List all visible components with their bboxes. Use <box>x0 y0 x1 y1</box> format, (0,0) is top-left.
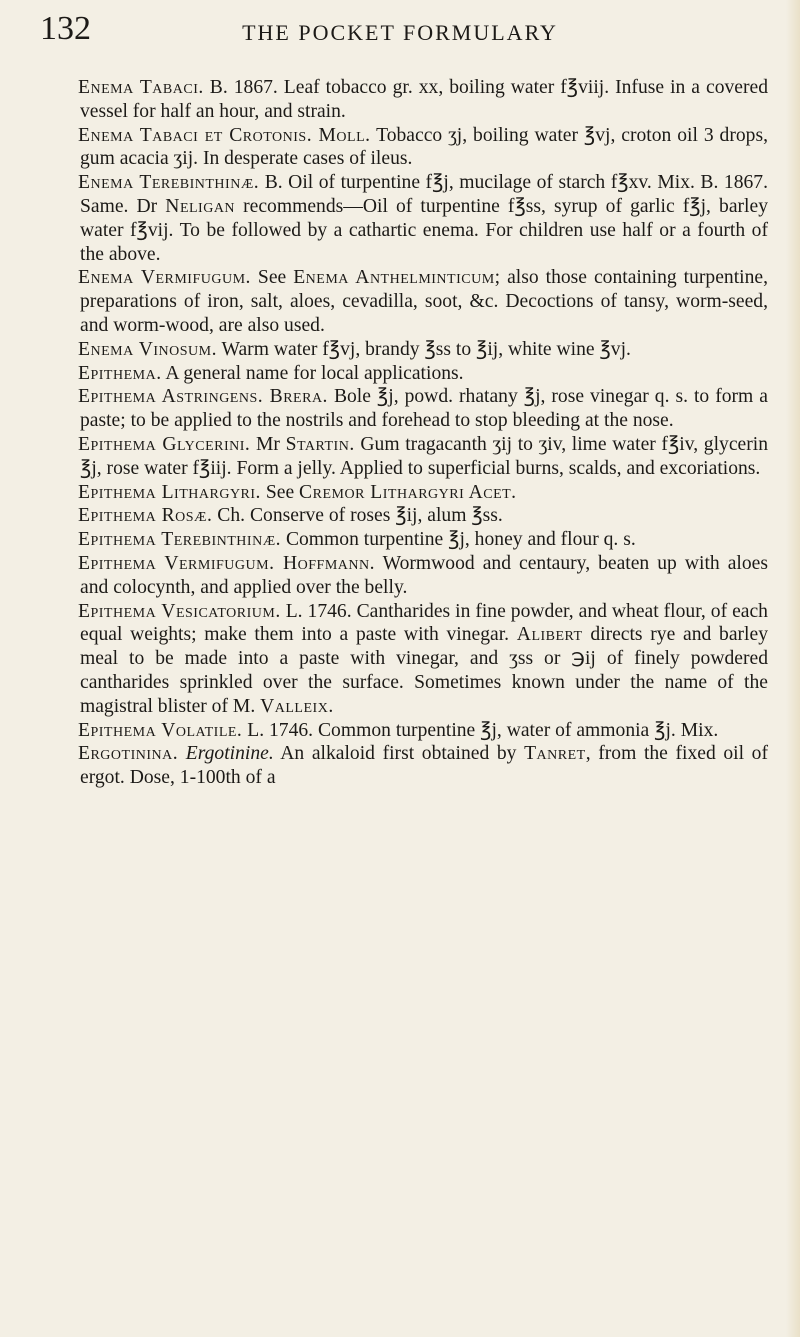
entry-enema-tabaci <box>80 76 768 124</box>
entry-heading: Epithema. <box>78 362 162 384</box>
entry-text: See <box>250 267 294 289</box>
entry-text: , from the fixed oil of ergot. Dose, 1-100th of a <box>80 743 768 789</box>
entry-ergotinina <box>80 742 768 790</box>
entry-heading: Epithema Rosæ. <box>78 505 213 527</box>
entry-text: L. 1746. Cantharides in fine powder, and wheat flour, of each equal weights; make them into a paste with vinegar. <box>80 600 768 646</box>
entry-authority: Hoffmann. <box>274 552 375 574</box>
entry-text: A general name for local applications. <box>161 362 464 384</box>
page-edge <box>786 0 800 1337</box>
entry-authority: Startin. <box>285 433 355 455</box>
entry-epithema-volatile <box>80 719 768 743</box>
entry-text: Bole ℥j, powd. rhatany ℥j, rose vinegar q. s. to form a paste; to be applied to the nostrils and forehead to stop bleeding at the nose. <box>80 386 768 432</box>
formulary-entries <box>80 76 768 790</box>
entry-epithema-glycerini <box>80 433 768 481</box>
entry-text: Tobacco ʒj, boiling water ℥vj, croton oil 3 drops, gum acacia ʒij. In desperate cases of ileus. <box>80 124 768 170</box>
running-title: THE POCKET FORMULARY <box>242 20 558 45</box>
entry-authority: Neligan <box>165 195 236 217</box>
entry-text: See <box>260 481 300 503</box>
entry-text: Mr <box>250 433 286 455</box>
entry-epithema <box>80 362 768 386</box>
entry-cross-reference: Cremor Lithargyri Acet. <box>299 481 517 503</box>
entry-enema-terebinthinae <box>80 171 768 266</box>
entry-text: ; also those containing turpentine, preparations of iron, salt, aloes, cevadilla, soot, &c. Decoctions of tansy, worm-seed, and worm-wood, are also used. <box>80 267 768 336</box>
entry-epithema-terebinthinae <box>80 528 768 552</box>
entry-enema-vermifugum <box>80 266 768 337</box>
entry-heading: Epithema Volatile. <box>78 719 243 741</box>
entry-heading: Enema Vinosum. <box>78 338 218 360</box>
entry-authority: Tanret <box>524 743 586 765</box>
entry-heading: Epithema Terebinthinæ. <box>78 529 282 551</box>
entry-text: B. 1867. Leaf tobacco gr. xx, boiling water f℥viij. Infuse in a covered vessel for half an hour, and strain. <box>80 77 768 122</box>
entry-text: recommends—Oil of turpentine f℥ss, syrup of garlic f℥j, barley water f℥vij. To be followed by a cathartic enema. For children use half or a fourth of the above. <box>80 195 768 265</box>
entry-text: An alkaloid first obtained by <box>273 743 525 765</box>
entry-heading: Ergotinina. <box>78 743 179 765</box>
entry-heading: Epithema Vermifugum. <box>78 552 275 574</box>
entry-enema-tabaci-crotonis <box>80 124 768 172</box>
entry-epithema-vermifugum <box>80 552 768 600</box>
entry-text: Common turpentine ℥j, honey and flour q. s. <box>281 529 636 551</box>
entry-text: Gum tragacanth ʒij to ʒiv, lime water f℥iv, glycerin ℥j, rose water f℥iij. Form a jelly. Applied to superficial burns, scalds, and excoriations. <box>80 433 768 479</box>
entry-epithema-astringens <box>80 385 768 433</box>
entry-heading: Enema Terebinthinæ. <box>78 172 260 194</box>
entry-text: B. Oil of turpentine f℥j, mucilage of starch f℥xv. Mix. B. 1867. Same. Dr <box>80 172 768 217</box>
entry-enema-vinosum <box>80 338 768 362</box>
entry-epithema-lithargyri <box>80 481 768 505</box>
entry-heading: Enema Tabaci. <box>78 77 204 98</box>
entry-authority: Moll. <box>312 124 371 146</box>
entry-epithema-vesicatorium <box>80 600 768 719</box>
page-number: 132 <box>40 10 91 47</box>
entry-heading: Epithema Lithargyri. <box>78 481 261 503</box>
entry-text: directs rye and barley meal to be made into a paste with vinegar, and ʒss or ℈ij of finely powdered cantharides sprinkled over the surface. Sometimes known under the name of the magistral blister of M. <box>80 624 768 717</box>
entry-authority: Alibert <box>516 624 583 646</box>
entry-text: L. 1746. Common turpentine ℥j, water of ammonia ℥j. Mix. <box>242 719 719 741</box>
entry-synonym: Ergotinine. <box>178 743 274 765</box>
entry-authority: Brera. <box>263 386 328 408</box>
entry-text: Wormwood and centaury, beaten up with aloes and colocynth, and applied over the belly. <box>80 552 768 598</box>
entry-heading: Enema Tabaci et Crotonis. <box>78 124 313 146</box>
entry-heading: Epithema Glycerini. <box>78 433 251 455</box>
entry-heading: Epithema Astringens. <box>78 386 264 408</box>
entry-heading: Epithema Vesicatorium. <box>78 600 281 622</box>
entry-epithema-rosae <box>80 504 768 528</box>
entry-heading: Enema Vermifugum. <box>78 267 251 289</box>
entry-authority: Valleix. <box>260 695 334 717</box>
entry-text: Ch. Conserve of roses ℥ij, alum ℥ss. <box>212 505 503 527</box>
entry-cross-reference: Enema Anthelminticum <box>293 267 495 289</box>
entry-text: Warm water f℥vj, brandy ℥ss to ℥ij, white wine ℥vj. <box>217 338 631 360</box>
